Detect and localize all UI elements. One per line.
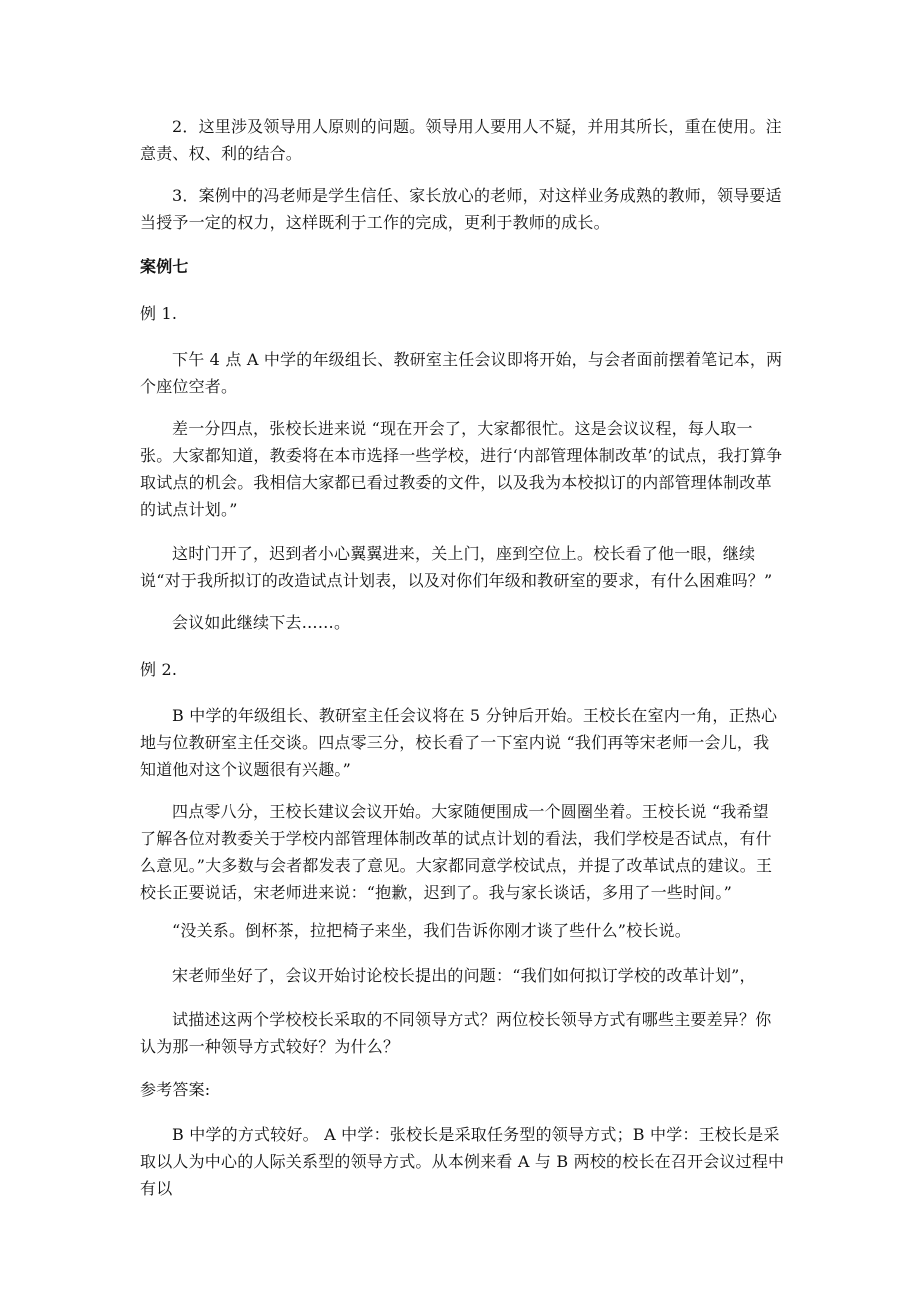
example-1-label: 例 1.: [140, 304, 178, 323]
section-title: 案例七: [140, 257, 189, 276]
paragraph-principle-3: 3．案例中的冯老师是学生信任、家长放心的老师，对这样业务成熟的教师，领导要适当授予一定的权力，这样既利于工作的完成，更利于教师的成长。: [140, 186, 782, 232]
paragraph-meeting-continues: 会议如此继续下去……。: [172, 613, 351, 632]
paragraph-principal-zhang: 差一分四点，张校长进来说 “现在开会了，大家都很忙。这是会议议程，每人取一张。大家都知道，教委将在本市选择一些学校，进行‘内部管理体制改革’的试点，我打算争取试点的机会。我相信大家都已看过教委的文件，以及我为本校拟订的内部管理体制改革的试点计划。”: [140, 419, 783, 519]
paragraph-answer: B 中学的方式较好。 A 中学：张校长是采取任务型的领导方式；B 中学：王校长是采取以人为中心的人际关系型的领导方式。从本例来看 A 与 B 两校的校长在召开会议过程中有以: [140, 1125, 785, 1198]
paragraph-no-problem: “没关系。倒杯茶，拉把椅子来坐，我们告诉你刚才谈了些什么”校长说。: [172, 921, 691, 940]
example-2-label: 例 2.: [140, 660, 178, 679]
paragraph-discussion-topic: 宋老师坐好了，会议开始讨论校长提出的问题：“我们如何拟订学校的改革计划”，: [172, 966, 756, 985]
paragraph-principal-wang: B 中学的年级组长、教研室主任会议将在 5 分钟后开始。王校长在室内一角，正热心地与位教研室主任交谈。四点零三分，校长看了一下室内说 “我们再等宋老师一会儿，我知道他对这个议题很有兴趣。”: [140, 706, 778, 779]
answer-label: 参考答案:: [140, 1080, 211, 1099]
paragraph-principle-2: 2．这里涉及领导用人原则的问题。领导用人要用人不疑，并用其所长，重在使用。注意责、权、利的结合。: [140, 117, 782, 163]
paragraph-meeting-discussion: 四点零八分，王校长建议会议开始。大家随便围成一个圆圈坐着。王校长说 “我希望了解各位对教委关于学校内部管理体制改革的试点计划的看法，我们学校是否试点，有什么意见。”大多数与会者都发表了意见。大家都同意学校试点，并提了改革试点的建议。王校长正要说话，宋老师进来说：“抱歉，迟到了。我与家长谈话，多用了一些时间。”: [140, 802, 773, 902]
paragraph-meeting-start: 下午 4 点 A 中学的年级组长、教研室主任会议即将开始，与会者面前摆着笔记本，两个座位空者。: [140, 350, 783, 396]
paragraph-late-arrival: 这时门开了，迟到者小心翼翼进来，关上门，座到空位上。校长看了他一眼，继续说“对于我所拟订的改造试点计划表，以及对你们年级和教研室的要求，有什么困难吗？”: [140, 544, 773, 590]
paragraph-question: 试描述这两个学校校长采取的不同领导方式？两位校长领导方式有哪些主要差异？你认为那一种领导方式较好？为什么？: [140, 1010, 772, 1056]
